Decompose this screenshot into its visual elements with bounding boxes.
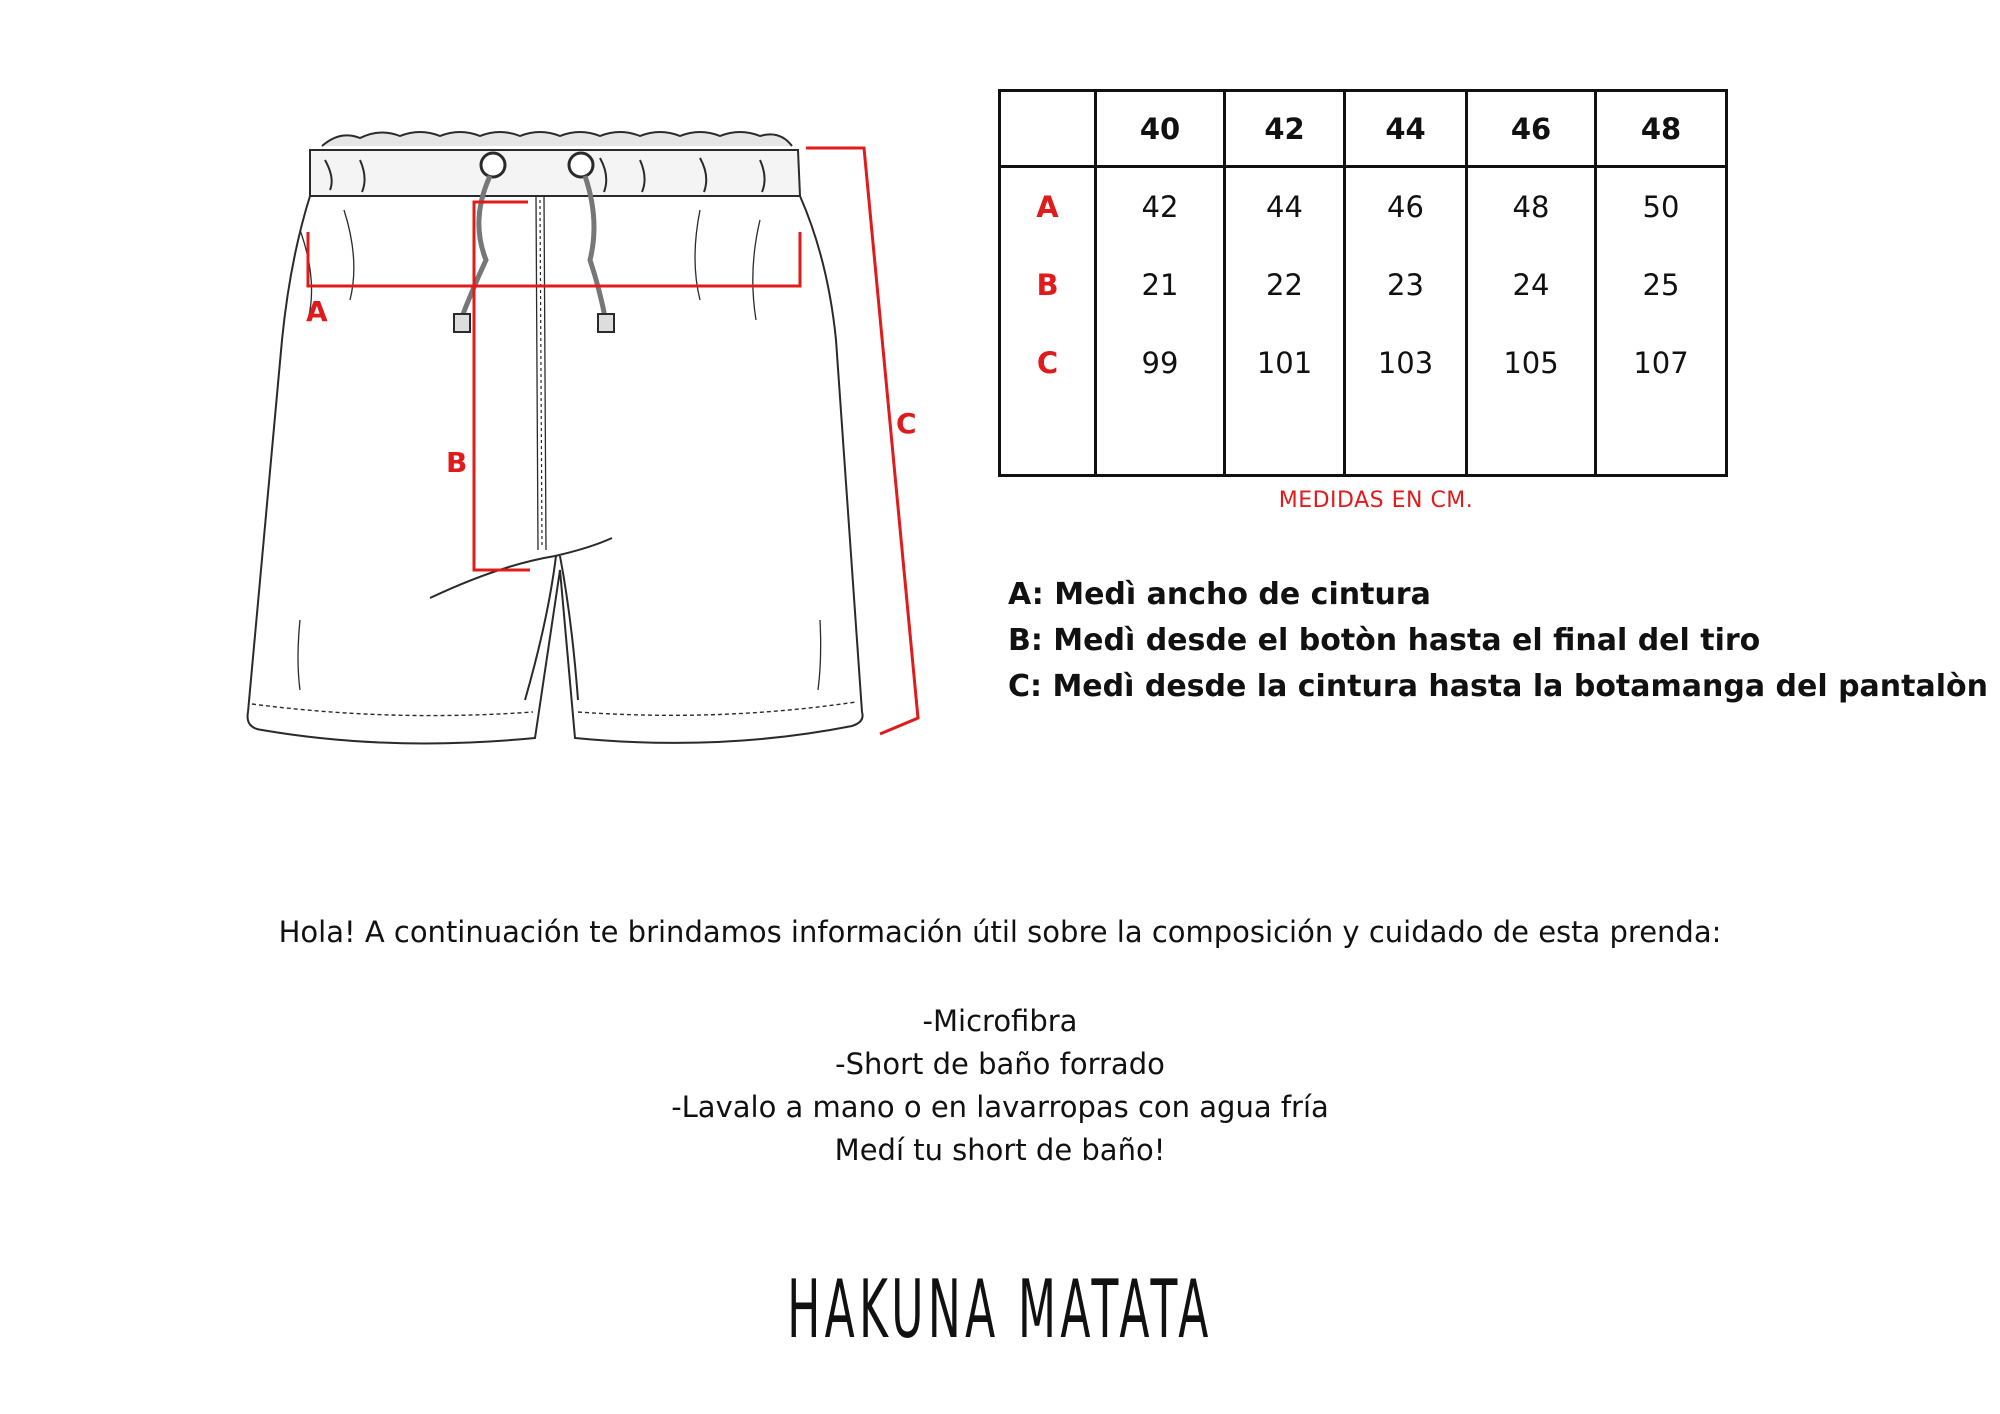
legend-item-a: A: Medì ancho de cintura [1008,577,1431,612]
legend-item-c: C: Medì desde la cintura hasta la botamanga del pantalòn [1008,669,1988,704]
table-cell: 42 [1096,167,1225,247]
label-c: C [896,407,917,440]
legend-item-b: B: Medì desde el botòn hasta el final del tiro [1008,623,1761,658]
table-row [1000,167,1727,247]
list-item: Medí tu short de baño! [834,1133,1166,1167]
label-a: A [306,295,328,328]
label-b: B [446,446,468,479]
size-header: 48 [1596,91,1727,167]
shorts-diagram [0,0,1000,800]
measurement-legend [1008,572,1988,710]
size-table [998,89,1728,477]
brand-logo: HAKUNA MATATA [787,1263,1213,1356]
list-item: -Lavalo a mano o en lavarropas con agua fría [671,1090,1329,1124]
table-cell: 44 [1225,167,1345,247]
intro-text: Hola! A continuación te brindamos información útil sobre la composición y cuidado de esta prenda: [278,915,1722,949]
size-table-header [1000,91,1727,167]
row-key: B [1000,246,1096,324]
table-cell: 107 [1596,324,1727,402]
table-cell: 105 [1467,324,1596,402]
table-spacer-row [1000,402,1727,476]
size-header: 44 [1345,91,1467,167]
table-cell: 23 [1345,246,1467,324]
list-item: -Microfibra [922,1004,1078,1038]
table-cell: 22 [1225,246,1345,324]
table-cell: 46 [1345,167,1467,247]
table-cell: 25 [1596,246,1727,324]
shorts-outline [248,132,863,743]
table-cell: 103 [1345,324,1467,402]
table-row [1000,246,1727,324]
table-cell: 21 [1096,246,1225,324]
table-corner [1000,91,1096,167]
care-list [0,1000,2000,1172]
units-note: MEDIDAS EN CM. [1278,488,1474,513]
row-key: C [1000,324,1096,402]
size-header: 40 [1096,91,1225,167]
size-header: 42 [1225,91,1345,167]
table-row [1000,324,1727,402]
table-cell: 48 [1467,167,1596,247]
measure-lines [308,148,918,734]
table-cell: 50 [1596,167,1727,247]
row-key: A [1000,167,1096,247]
size-header: 46 [1467,91,1596,167]
table-cell: 101 [1225,324,1345,402]
table-cell: 24 [1467,246,1596,324]
table-cell: 99 [1096,324,1225,402]
list-item: -Short de baño forrado [835,1047,1165,1081]
